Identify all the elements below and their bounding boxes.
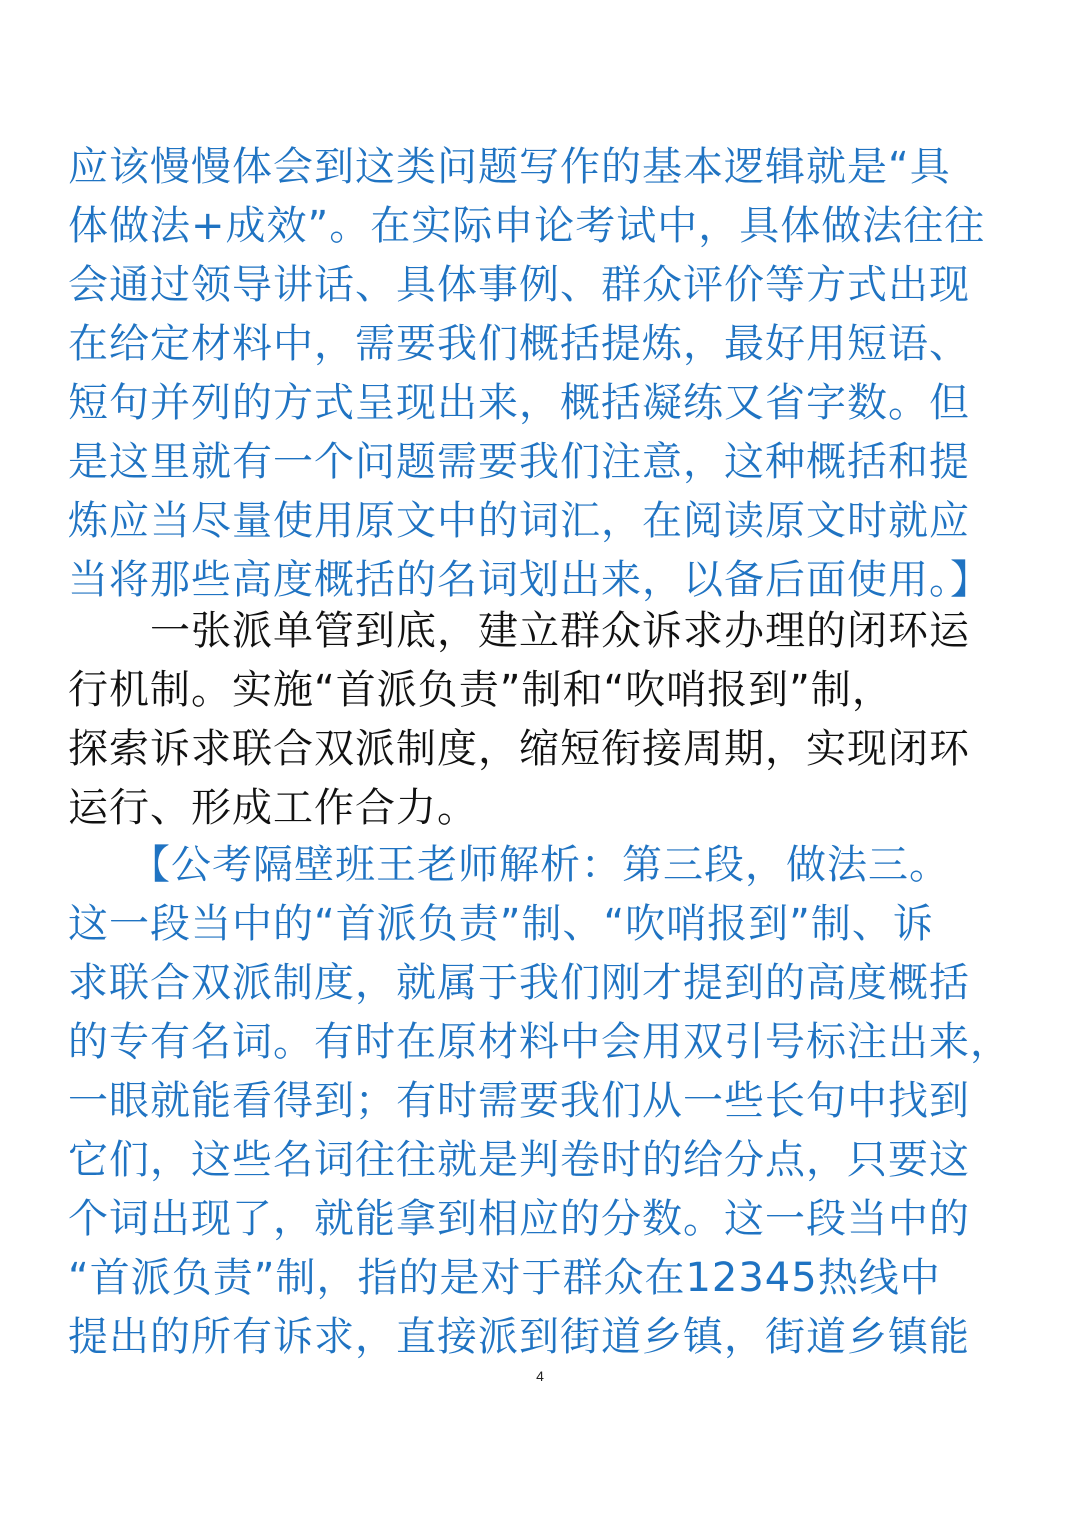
analysis-continued-text [68,138,1028,610]
text-line: 当将那些高度概括的名词划出来，以备后面使用。】 [68,557,991,603]
text-line: 个词出现了，就能拿到相应的分数。这一段当中的 [68,1196,970,1242]
body-paragraph [68,602,1028,838]
text-line: 【公考隔壁班王老师解析：第三段，做法三。 [68,842,950,888]
text-line: 在给定材料中，需要我们概括提炼，最好用短语、 [68,321,970,367]
text-line: 运行、形成工作合力。 [68,785,478,831]
text-line: 求联合双派制度，就属于我们刚才提到的高度概括 [68,960,970,1006]
text-line: 是这里就有一个问题需要我们注意，这种概括和提 [68,439,970,485]
text-line: 会通过领导讲话、具体事例、群众评价等方式出现 [68,262,970,308]
analysis-section [68,836,1028,1367]
text-line: 短句并列的方式呈现出来，概括凝练又省字数。但 [68,380,970,426]
text-line: 一张派单管到底，建立群众诉求办理的闭环运 [68,608,970,654]
text-line: “首派负责”制，指的是对于群众在12345热线中 [68,1255,941,1301]
text-line: 体做法+成效”。在实际申论考试中，具体做法往往 [68,203,986,249]
text-line: 应该慢慢体会到这类问题写作的基本逻辑就是“具 [68,144,951,190]
text-line: 探索诉求联合双派制度，缩短衔接周期，实现闭环 [68,726,970,772]
text-line: 一眼就能看得到；有时需要我们从一些长句中找到 [68,1078,970,1124]
text-line: 炼应当尽量使用原文中的词汇，在阅读原文时就应 [68,498,970,544]
text-line: 的专有名词。有时在原材料中会用双引号标注出来， [68,1019,1011,1065]
page-number: 4 [536,1368,544,1384]
text-line: 提出的所有诉求，直接派到街道乡镇，街道乡镇能 [68,1314,970,1360]
text-line: 这一段当中的“首派负责”制、“吹哨报到”制、诉 [68,901,934,947]
text-line: 行机制。实施“首派负责”制和“吹哨报到”制， [68,667,893,713]
text-line: 它们，这些名词往往就是判卷时的给分点，只要这 [68,1137,970,1183]
